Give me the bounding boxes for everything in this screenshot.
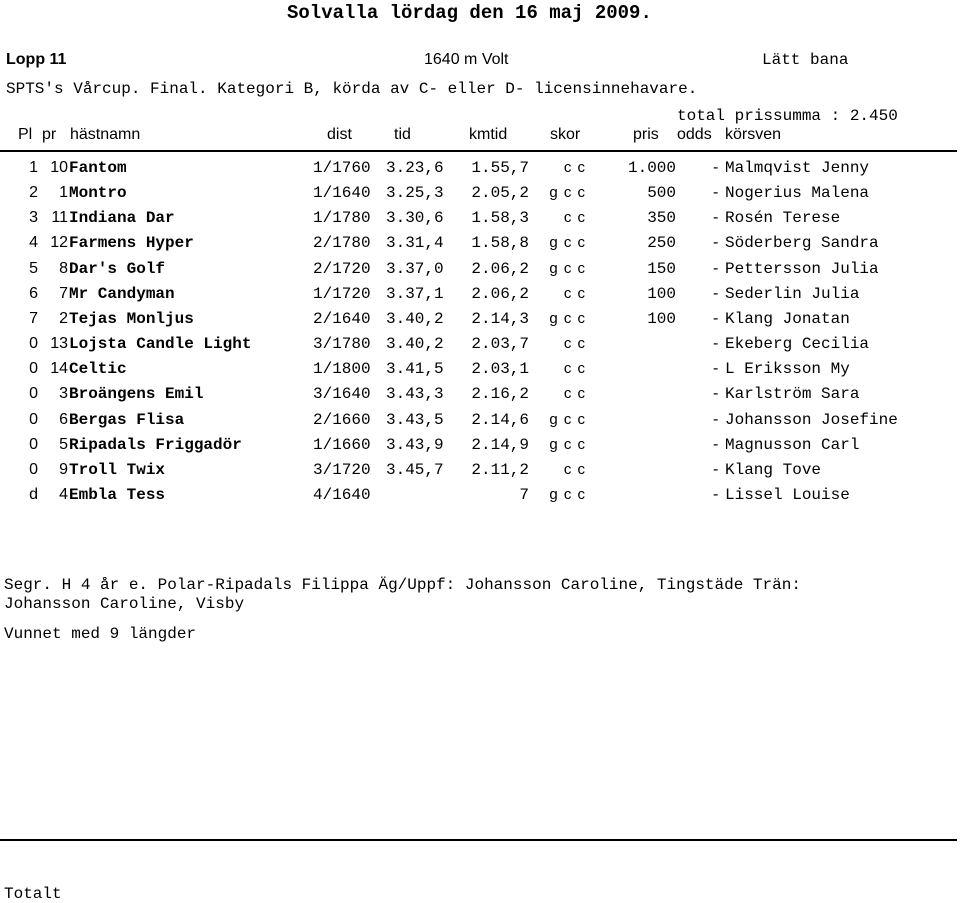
track-condition: Lätt bana [762, 51, 849, 69]
cell-skor: c c [563, 360, 586, 378]
col-odds: odds [677, 126, 712, 143]
cell-odds: - [713, 309, 719, 327]
cell-kmtid: 2.11,2 [471, 460, 529, 479]
cell-skor: c c [563, 460, 586, 478]
cell-driver: Klang Tove [725, 460, 822, 479]
cell-pr: 4 [59, 485, 68, 503]
cell-driver: L Eriksson My [725, 360, 850, 379]
cell-name: Fantom [69, 159, 127, 177]
cell-pl: d [29, 485, 38, 503]
cell-dist: 4/1640 [313, 485, 371, 504]
cell-driver: Lissel Louise [725, 485, 850, 504]
winning-margin: Vunnet med 9 längder [4, 625, 197, 643]
cell-name: Bergas Flisa [69, 410, 185, 429]
race-name: Lopp 11 [6, 51, 67, 68]
cell-odds: - [713, 385, 719, 403]
cell-pris: 250 [647, 234, 676, 253]
cell-pl: 0 [29, 410, 38, 428]
cell-pl: 7 [29, 309, 38, 327]
cell-name: Broängens Emil [69, 385, 204, 404]
col-skor: skor [550, 126, 581, 143]
cell-pl: 0 [29, 435, 38, 453]
cell-driver: Rosén Terese [725, 209, 841, 228]
cell-odds: - [713, 435, 719, 453]
cell-name: Troll Twix [69, 460, 166, 479]
col-dist: dist [327, 126, 352, 143]
cell-dist: 1/1640 [313, 184, 371, 203]
col-tid: tid [394, 126, 411, 143]
cell-name: Montro [69, 184, 127, 203]
cell-tid: 3.30,6 [386, 209, 444, 228]
cell-name: Indiana Dar [69, 209, 175, 228]
cell-skor: g c c [549, 184, 586, 202]
winner-info-line1: Segr. H 4 år e. Polar-Ripadals Filippa Äg/Uppf: Johansson Caroline, Tingstäde Trän: [4, 576, 801, 594]
cell-pris: 500 [647, 184, 676, 203]
cell-kmtid: 7 [519, 485, 529, 504]
cell-driver: Magnusson Carl [725, 435, 860, 454]
cell-name: Lojsta Candle Light [69, 335, 252, 354]
cell-pr: 2 [59, 309, 68, 327]
cell-name: Tejas Monljus [69, 309, 194, 328]
cell-pl: 0 [29, 360, 38, 378]
cell-driver: Johansson Josefine [725, 410, 898, 429]
cell-dist: 3/1720 [313, 460, 371, 479]
cell-kmtid: 2.16,2 [471, 385, 529, 404]
cell-kmtid: 1.58,8 [471, 234, 529, 253]
cell-pris: 150 [647, 259, 676, 278]
cell-tid: 3.43,9 [386, 435, 444, 454]
cell-name: Farmens Hyper [69, 234, 194, 253]
cell-pl: 2 [29, 184, 38, 202]
cell-tid: 3.40,2 [386, 335, 444, 354]
cell-dist: 2/1780 [313, 234, 371, 253]
cell-kmtid: 2.03,7 [471, 335, 529, 354]
cell-kmtid: 2.14,9 [471, 435, 529, 454]
cell-dist: 2/1720 [313, 259, 371, 278]
cell-odds: - [713, 159, 719, 176]
cell-skor: c c [563, 209, 586, 227]
col-pl: Pl [18, 126, 33, 143]
cell-pl: 6 [29, 284, 38, 302]
cell-name: Embla Tess [69, 485, 166, 504]
col-name: hästnamn [70, 126, 141, 143]
cell-skor: c c [563, 385, 586, 403]
cell-odds: - [713, 284, 719, 302]
cell-driver: Söderberg Sandra [725, 234, 879, 253]
table-row [0, 461, 960, 486]
cell-dist: 1/1800 [313, 360, 371, 379]
cell-kmtid: 2.06,2 [471, 259, 529, 278]
footer-divider [0, 839, 957, 841]
table-row [0, 184, 960, 209]
cell-pris: 100 [647, 284, 676, 303]
cell-driver: Pettersson Julia [725, 259, 879, 278]
table-row [0, 285, 960, 310]
table-row [0, 234, 960, 259]
cell-dist: 2/1640 [313, 309, 371, 328]
cell-dist: 1/1720 [313, 284, 371, 303]
cell-odds: - [713, 335, 719, 353]
cell-tid: 3.31,4 [386, 234, 444, 253]
cell-pl: 0 [29, 460, 38, 478]
cell-driver: Klang Jonatan [725, 309, 850, 328]
cell-name: Celtic [69, 360, 127, 379]
cell-tid: 3.41,5 [386, 360, 444, 379]
cell-kmtid: 1.55,7 [471, 159, 529, 177]
table-row [0, 360, 960, 385]
cell-pr: 7 [59, 284, 68, 302]
cell-name: Dar's Golf [69, 259, 166, 278]
cell-pr: 1 [59, 184, 68, 202]
cell-skor: g c c [549, 410, 586, 428]
cell-skor: c c [563, 159, 586, 176]
table-row [0, 159, 960, 184]
cell-skor: g c c [549, 259, 586, 277]
cell-pr: 10 [50, 159, 68, 176]
cell-dist: 2/1660 [313, 410, 371, 429]
cell-kmtid: 2.05,2 [471, 184, 529, 203]
total-label: Totalt [4, 885, 62, 903]
cell-tid: 3.45,7 [386, 460, 444, 479]
cell-kmtid: 1.58,3 [471, 209, 529, 228]
cell-skor: g c c [549, 234, 586, 252]
cell-pl: 1 [29, 159, 38, 176]
cell-pl: 3 [29, 209, 38, 227]
cell-dist: 1/1660 [313, 435, 371, 454]
cell-skor: g c c [549, 309, 586, 327]
table-row [0, 335, 960, 360]
cell-odds: - [713, 234, 719, 252]
cell-name: Mr Candyman [69, 284, 175, 303]
cell-kmtid: 2.06,2 [471, 284, 529, 303]
race-distance: 1640 m Volt [424, 51, 509, 68]
page-title: Solvalla lördag den 16 maj 2009. [287, 2, 652, 24]
cell-kmtid: 2.14,6 [471, 410, 529, 429]
cell-tid: 3.23,6 [386, 159, 444, 177]
cell-tid: 3.37,0 [386, 259, 444, 278]
table-row [0, 209, 960, 234]
col-pr: pr [42, 126, 57, 143]
col-driver: körsven [725, 126, 782, 143]
cell-tid: 3.25,3 [386, 184, 444, 203]
table-row [0, 486, 960, 511]
cell-tid: 3.40,2 [386, 309, 444, 328]
cell-dist: 3/1640 [313, 385, 371, 404]
table-row [0, 385, 960, 410]
cell-pr: 11 [51, 209, 68, 227]
cell-dist: 1/1760 [313, 159, 371, 177]
header-divider [0, 150, 957, 152]
cell-kmtid: 2.14,3 [471, 309, 529, 328]
cell-driver: Ekeberg Cecilia [725, 335, 870, 354]
cell-driver: Karlström Sara [725, 385, 860, 404]
table-row [0, 260, 960, 285]
cell-pl: 0 [29, 335, 38, 353]
cell-pris: 350 [647, 209, 676, 228]
cell-pris: 100 [647, 309, 676, 328]
cell-dist: 3/1780 [313, 335, 371, 354]
winner-info-line2: Johansson Caroline, Visby [4, 595, 245, 613]
cell-pr: 14 [50, 360, 68, 378]
cell-pr: 13 [50, 335, 68, 353]
cell-skor: g c c [549, 485, 586, 503]
cell-pl: 4 [29, 234, 38, 252]
cell-pr: 5 [59, 435, 68, 453]
cell-pl: 5 [29, 259, 38, 277]
cell-skor: g c c [549, 435, 586, 453]
cell-pr: 9 [59, 460, 68, 478]
cell-skor: c c [563, 284, 586, 302]
cell-pris: 1.000 [627, 159, 676, 177]
table-row [0, 310, 960, 335]
col-kmtid: kmtid [469, 126, 508, 143]
cell-odds: - [713, 209, 719, 227]
cell-pr: 8 [59, 259, 68, 277]
cell-pr: 12 [50, 234, 68, 252]
race-description: SPTS's Vårcup. Final. Kategori B, körda av C- eller D- licensinnehavare. [6, 80, 698, 98]
cell-skor: c c [563, 335, 586, 353]
cell-pl: 0 [29, 385, 38, 403]
table-row [0, 411, 960, 436]
table-row [0, 436, 960, 461]
cell-driver: Sederlin Julia [725, 284, 860, 303]
col-pris: pris [633, 126, 659, 143]
cell-odds: - [713, 485, 719, 503]
cell-dist: 1/1780 [313, 209, 371, 228]
cell-tid: 3.37,1 [386, 284, 444, 303]
cell-driver: Nogerius Malena [725, 184, 870, 203]
cell-odds: - [713, 184, 719, 202]
cell-kmtid: 2.03,1 [471, 360, 529, 379]
cell-pr: 3 [59, 385, 68, 403]
cell-odds: - [713, 410, 719, 428]
cell-driver: Malmqvist Jenny [725, 159, 870, 177]
cell-pr: 6 [59, 410, 68, 428]
cell-odds: - [713, 259, 719, 277]
cell-tid: 3.43,3 [386, 385, 444, 404]
cell-odds: - [713, 360, 719, 378]
cell-tid: 3.43,5 [386, 410, 444, 429]
cell-name: Ripadals Friggadör [69, 435, 242, 454]
total-prize: total prissumma : 2.450 [677, 107, 898, 125]
cell-odds: - [713, 460, 719, 478]
